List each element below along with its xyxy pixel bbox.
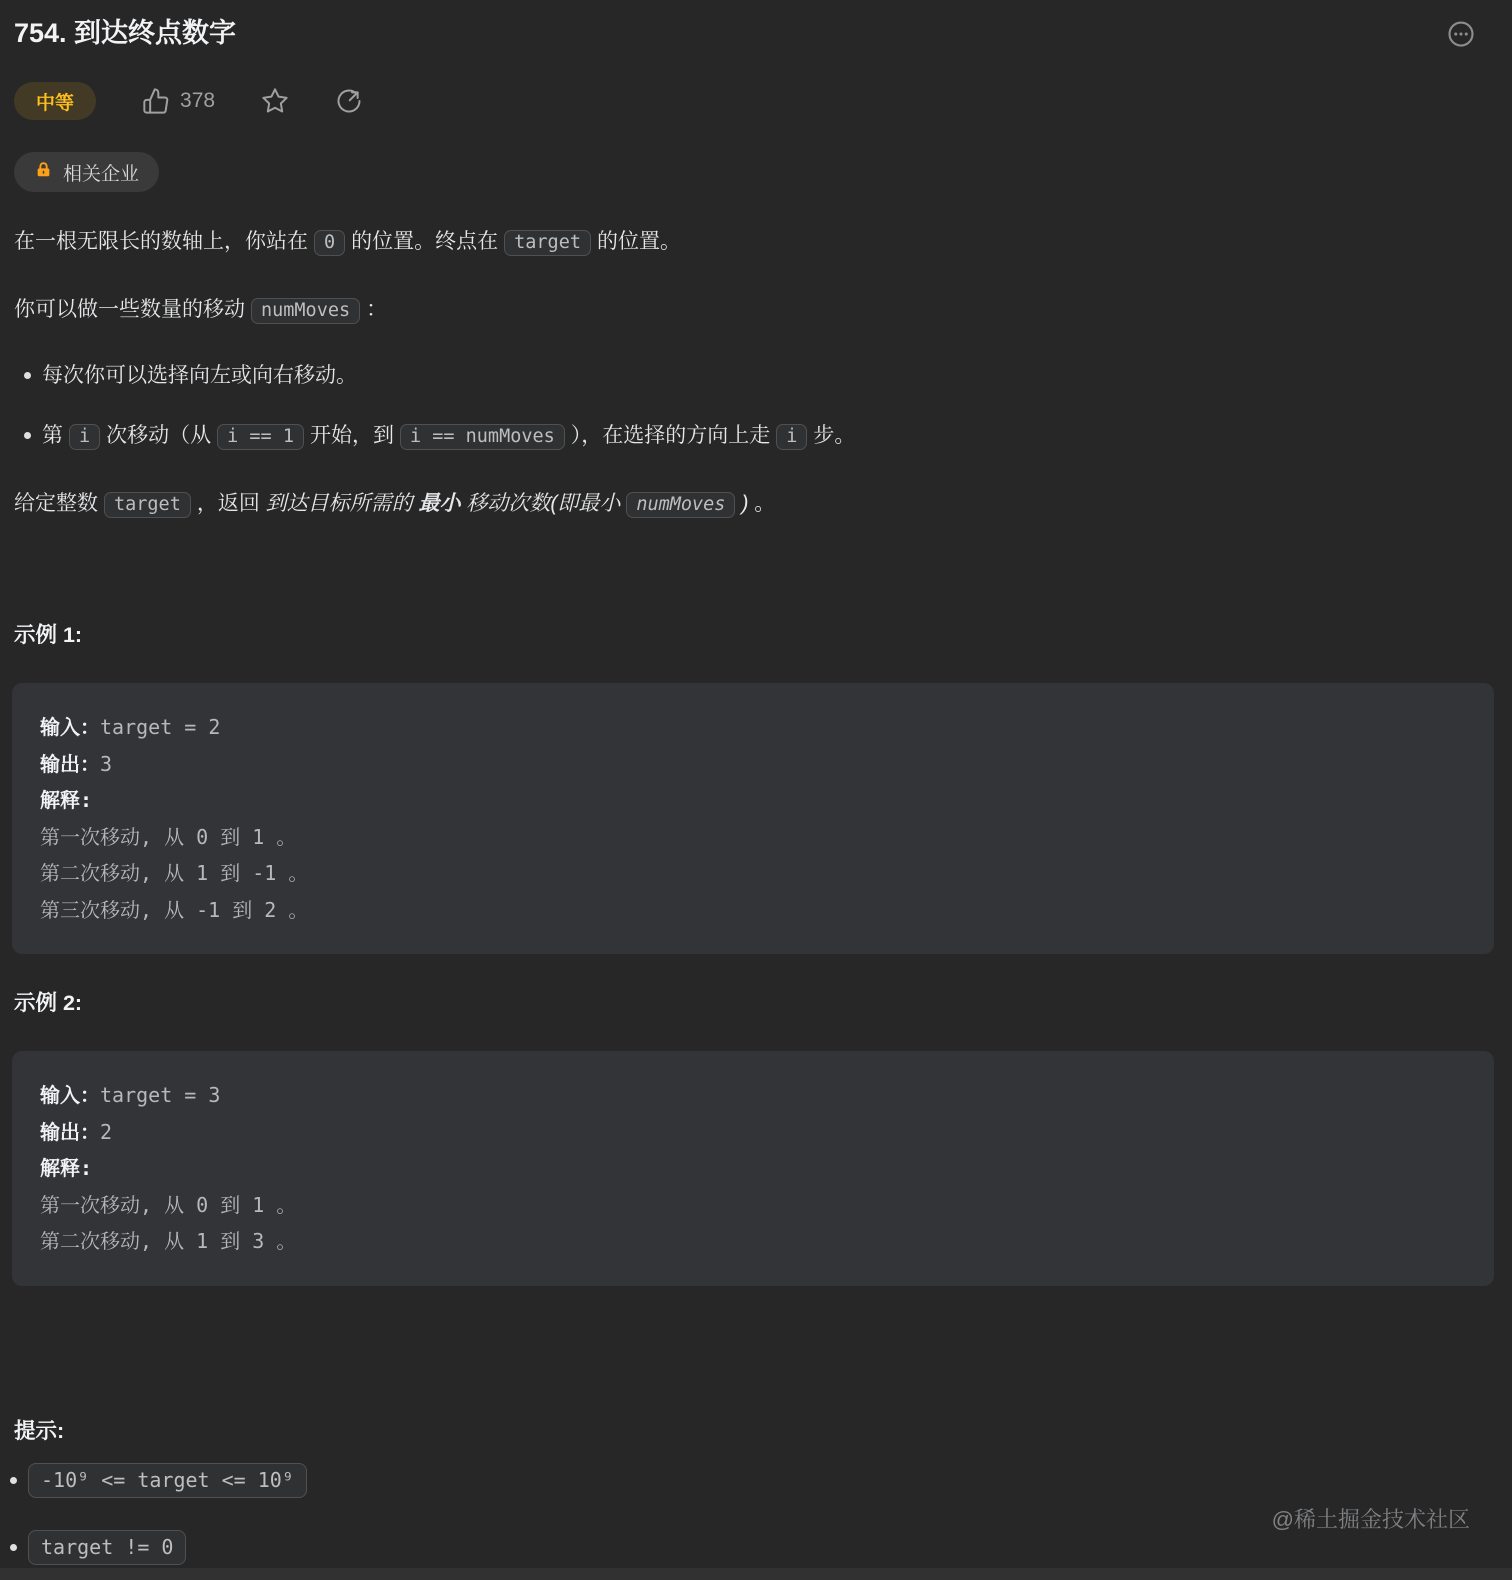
example-code-line [40,709,1466,746]
watermark: @稀土掘金技术社区 [1271,1507,1470,1532]
constraint-item [0,1460,1512,1503]
description-paragraph-2 [14,293,1494,328]
tag-row [14,152,1512,192]
bottom-divider [0,1568,1512,1580]
text-segment: 每次你可以选择向左或向右移动。 [42,364,357,387]
io-value: 第一次移动, 从 0 到 1 。 [40,824,297,849]
inline-code: i [69,424,100,450]
io-value: 第二次移动, 从 1 到 3 。 [40,1229,297,1253]
example-1-code-block [12,683,1494,954]
difficulty-badge: 中等 [14,82,96,120]
text-segment: 步。 [813,424,856,447]
example-code-line [40,892,1466,929]
lock-icon [34,160,53,184]
description-summary [14,487,1494,522]
text-segment: ： [366,298,388,321]
text-segment: 给定整数 [14,492,98,515]
text-segment: 开始，到 [309,424,394,447]
example-code-line [40,855,1466,892]
inline-code: target [504,230,591,256]
example-code-line [40,746,1466,783]
text-segment: 在一根无限长的数轴上，你站在 [14,230,308,253]
emphasis-text: ) [741,492,749,515]
like-button[interactable] [142,87,215,115]
io-label: 解释: [40,1156,93,1180]
inline-code: i == 1 [217,424,304,450]
inline-code: i == numMoves [400,424,565,450]
text-segment: 的位置。终点在 [351,230,499,253]
io-value: 3 [100,751,113,776]
example-code-line [40,1150,1466,1187]
description-paragraph-1 [14,225,1494,260]
rules-list [14,359,1494,454]
io-value: target = 3 [100,1083,221,1107]
emphasis-text: 到达目标所需的 [265,492,419,515]
thumbs-up-icon [142,87,170,115]
example-1-heading: 示例 1: [14,623,83,647]
related-companies-tag[interactable] [14,152,159,192]
inline-code: numMoves [251,298,360,324]
text-segment: 你可以做一些数量的移动 [14,298,245,321]
example-code-line [40,1223,1466,1260]
favorite-button[interactable] [261,87,289,115]
problem-description [14,225,1494,522]
text-segment: ，返回 [196,492,266,515]
io-label: 输出： [40,751,100,776]
emphasis-text: 移动次数(即最小 [460,492,621,515]
page-title: 754. 到达终点数字 [14,18,237,48]
inline-code: target [104,492,191,518]
io-value: 第一次移动, 从 0 到 1 。 [40,1192,297,1217]
share-circle-icon [335,87,363,115]
list-item [14,419,1494,454]
io-label: 输入： [40,715,100,739]
inline-code: i [776,424,807,450]
example-code-line [40,1077,1466,1114]
io-value: 2 [100,1119,113,1144]
io-label: 输出： [40,1119,100,1144]
text-segment: 次移动（从 [106,424,212,447]
example-2-heading: 示例 2: [14,991,83,1015]
related-companies-label: 相关企业 [63,163,140,185]
constraint-code: -10⁹ <= target <= 10⁹ [28,1463,307,1498]
text-segment: 第 [42,424,63,447]
meta-row [14,82,1512,120]
example-2-code-block [12,1051,1494,1286]
inline-code: 0 [314,230,345,256]
text-segment: 的位置。 [596,230,681,253]
strong-emphasis-text: 最小 [418,492,461,515]
text-segment: 。 [748,492,776,515]
io-label: 解释: [40,788,93,812]
text-segment: ），在选择的方向上走 [570,424,771,447]
inline-code: numMoves [626,492,735,518]
example-code-line [40,782,1466,819]
io-value: 第二次移动, 从 1 到 -1 。 [40,861,309,885]
io-label: 输入： [40,1083,100,1107]
constraint-code: target != 0 [28,1530,186,1565]
share-button[interactable] [335,87,363,115]
example-code-line [40,819,1466,856]
io-value: target = 2 [100,715,221,739]
ellipsis-circle-icon [1446,36,1476,53]
example-code-line [40,1187,1466,1224]
like-count: 378 [180,89,216,112]
io-value: 第三次移动, 从 -1 到 2 。 [40,897,309,922]
list-item [14,359,1494,393]
example-code-line [40,1114,1466,1151]
more-options-button[interactable] [1446,19,1476,49]
constraints-heading: 提示: [14,1418,65,1443]
star-icon [261,87,289,115]
